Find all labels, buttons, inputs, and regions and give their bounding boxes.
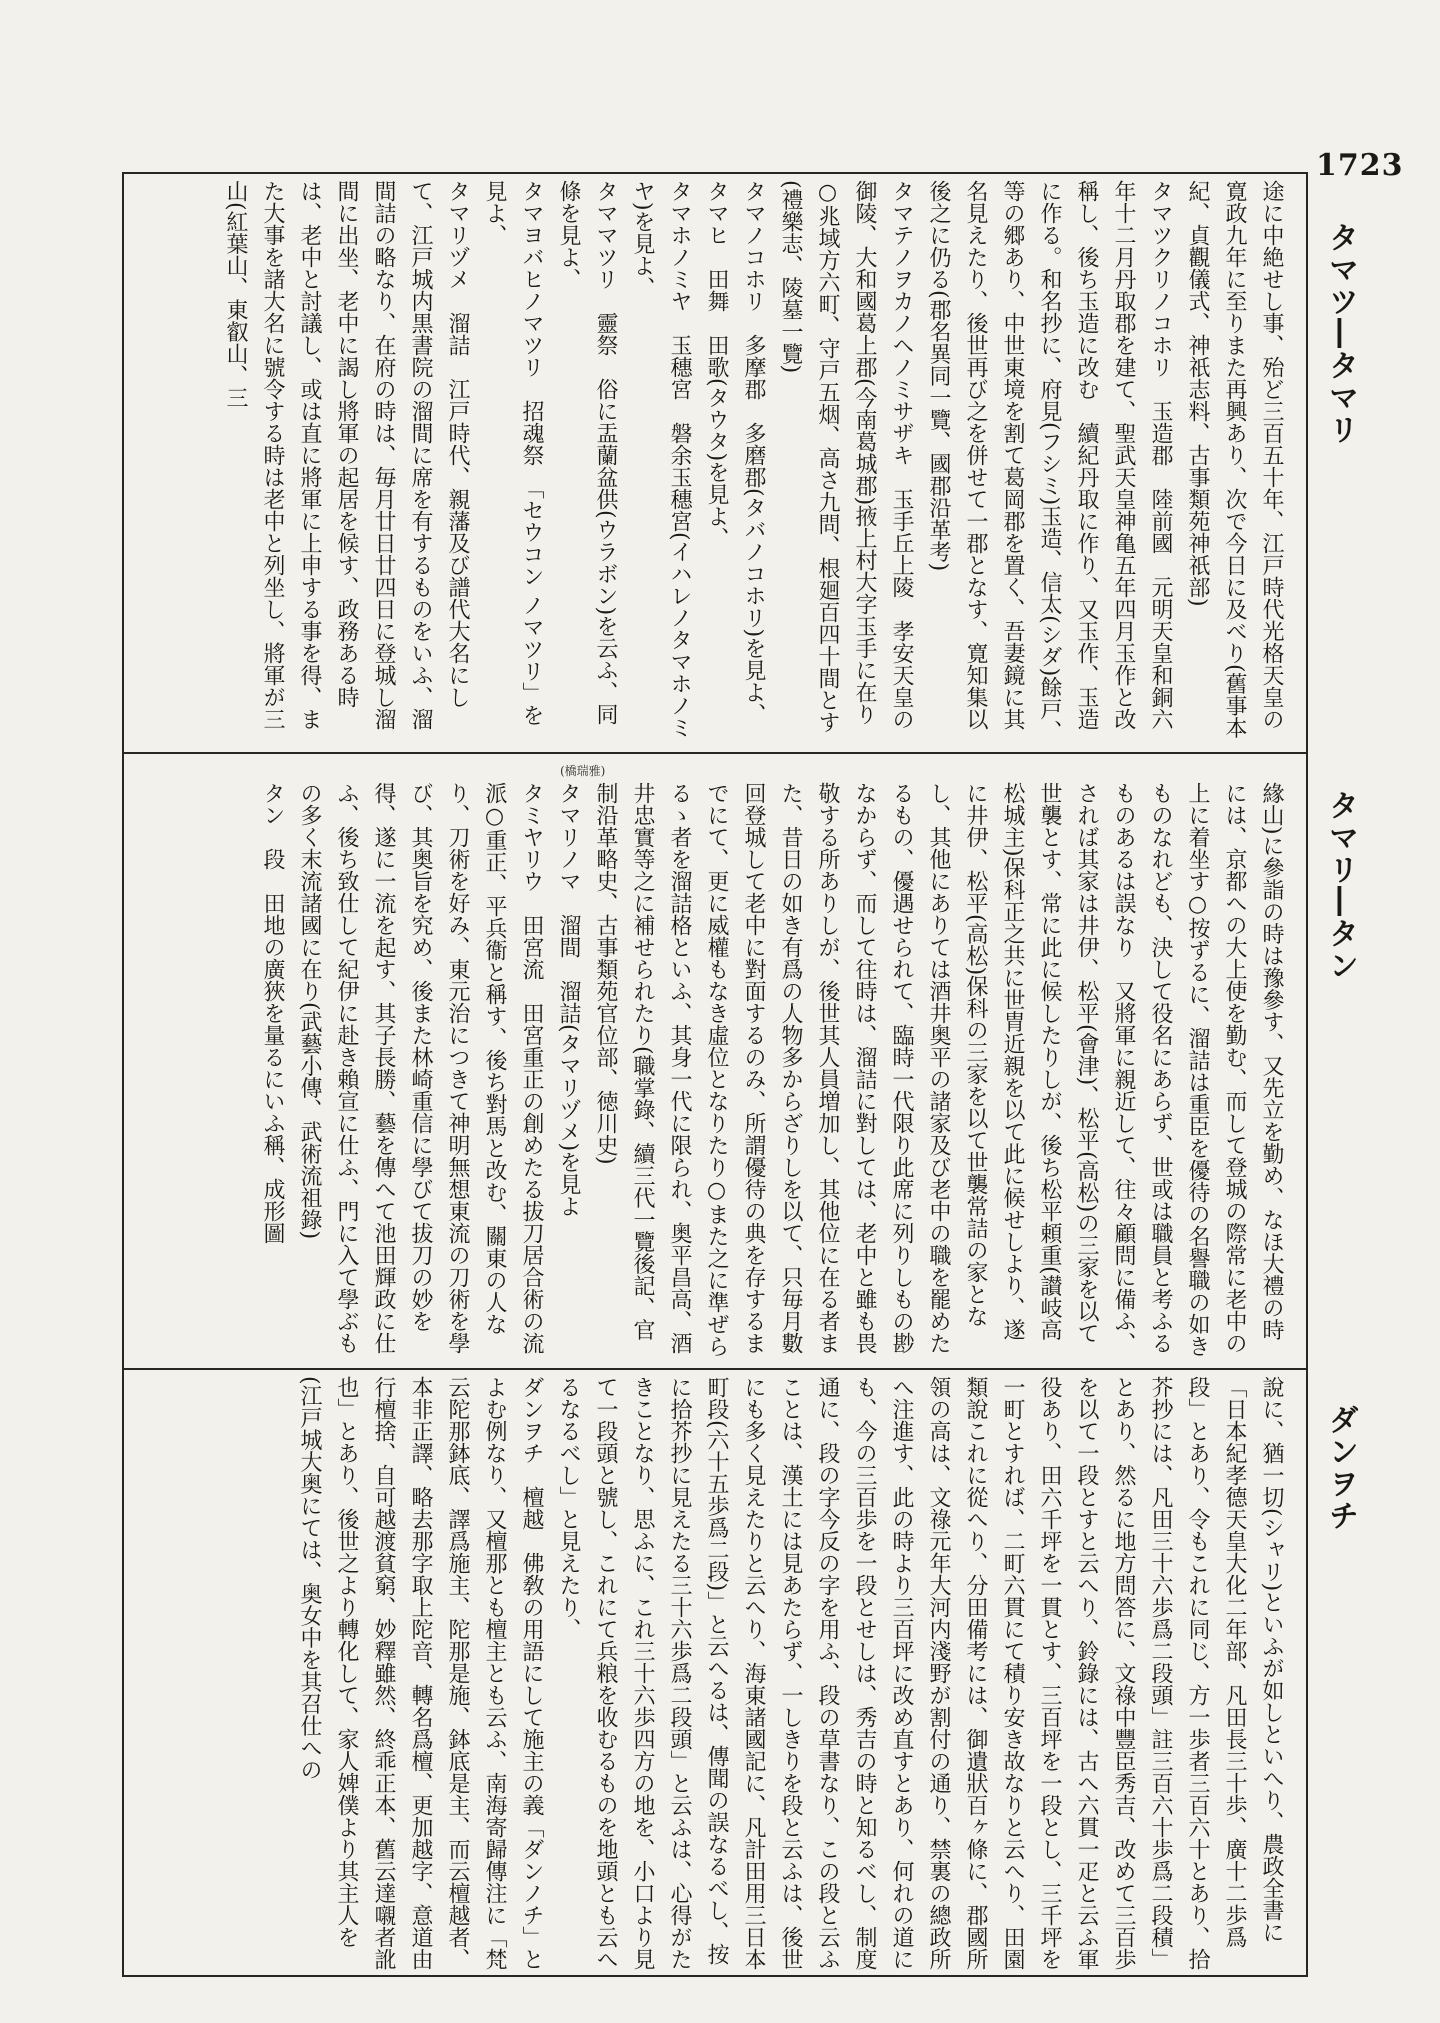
annotation-mark: (橋瑞雅): [560, 764, 606, 778]
entry: 說に、猶一切(シャリ)といふが如しといへり、農政全書に「日本紀孝德天皇大化二年部、凡田長三十歩、廣十二歩爲段」とあり、令もこれに同じ、方一歩者三百六十とあり、拾芥抄には、凡田三十六歩爲二段頭」註三百六十歩爲二段積」とあり、然るに地方問答に、文祿中豐臣秀吉、改めて三百歩を以て一段とすと云へり、鈴錄には、古へ六貫一疋と云ふ軍役あり、田六千坪を一貫とす、三百坪を一段とし、三千坪を一町とすれば、二町六貫にて積り安き故なりと云へり、田園類說これに從へり、分田備考には、御遺狀百ヶ條に、郡國所領の高は、文祿元年大河内淺野が割付の通り、禁裏の總政所へ注進す、此の時より三百坪に改め直すとあり、何れの道にも、今の三百歩を一段とせしは、秀吉の時と知るべし、制度通に、段の字今反の字を用ふ、段の草書なり、この段と云ふことは、漢土には見あたらず、一しきりを段と云ふは、後世にも多く見えたりと云へり、海東諸國記に、凡計田用三日本町段(六十五歩爲二段)」と云へるは、傳聞の誤なるべし、按に拾芥抄に見えたる三十六歩爲二段頭」と云ふは、心得がたきことなり、思ふに、これ三十六歩四方の地を、小口より見て一段頭と號し、これにて兵粮を收むるものを地頭とも云へるなるべし」と見えたり、: [556, 1376, 1284, 1970]
entry: タマリヅメ 溜詰 江戸時代、親藩及び譜代大名にして、江戸城内黒書院の溜間に席を有するものをいふ、溜間詰の略なり、在府の時は、毎月廿日廿四日に登城し溜間に出坐、老中に謁し將軍の起居を候す、政務ある時は、老中と討議し、或は直に將軍に上申する事を得、また大事を諸大名に號令する時は老中と列坐し、將軍が三山(紅葉山、東叡山、三: [223, 180, 470, 730]
running-head-2: タマリ―タン: [1323, 790, 1358, 982]
tier-top: [130, 180, 1290, 746]
entry: タマツクリノコホリ 玉造郡 陸前國 元明天皇和銅六年十二月丹取郡を建て、聖武天皇神亀五年四月玉作と改稱し、後ち玉造に改む 續紀丹取に作り、又玉作、玉造に作る。和名抄に、府見(フシミ)玉造、信太(シダ)餘戸、等の郷あり、中世東境を割て葛岡郡を置く、吾妻鏡に其名見えたり、後世再び之を併せて一郡となす、寛知集以後之に仍る(郡名異同一覽、國郡沿革考): [926, 180, 1173, 743]
running-head-3: ダンヲチ: [1323, 1404, 1358, 1532]
entry: タマホノミヤ 玉穗宮 磐余玉穗宮(イハレノタマホノミヤ)を見よ、: [630, 180, 692, 739]
tier-bottom: [130, 1376, 1290, 1970]
tier-divider-1: [122, 752, 1308, 754]
entry: タミヤリウ 田宮流 田宮重正の創めたる拔刀居合術の流派○重正、平兵衞と稱す、後ち對馬と改む、關東の人なり、刀術を好み、東元治につきて神明無想東流の刀術を學び、其奥旨を究め、後また林崎重信に學びて拔刀の妙を得、遂に一流を起す、其子長勝、藝を傳へて池田輝政に仕ふ、後ち致仕して紀伊に赴き賴宣に仕ふ、門に入て學ぶもの多く末流諸國に在り(武藝小傳、武術流祖錄): [297, 782, 544, 1354]
entry: 途に中絶せし事、殆ど三百五十年、江戸時代光格天皇の寛政九年に至りまた再興あり、次で今日に及べり(舊事本紀、貞觀儀式、神祇志料、古事類苑神祇部): [1185, 180, 1284, 739]
entry: タマノコホリ 多摩郡 多磨郡(タバノコホリ)を見よ、: [741, 180, 766, 726]
entry: タマリノマ 溜間 溜詰(タマリヅメ)を見よ: [556, 782, 581, 1218]
entry: タマヨバヒノマツリ 招魂祭 「セウコン ノマツリ」を見よ、: [482, 180, 544, 726]
running-head-1: タマツ―タマリ: [1323, 222, 1358, 446]
tier-middle: [130, 782, 1290, 1362]
entry: タママツリ 靈祭 俗に盂蘭盆供(ウラボン)を云ふ、同條を見よ、: [556, 180, 618, 726]
entry: タマテノヲカノヘノミサザキ 玉手丘上陵 孝安天皇の御陵、大和國葛上郡(今南葛城郡)掖上村大字玉手に在り○兆域方六町、守戸五烟、高さ九問、根廻百四十間とす(禮樂志、陵墓一覽): [778, 180, 914, 733]
entry: タマヒ 田舞 田歌(タウタ)を見よ、: [704, 180, 729, 550]
entry: タン 段 田地の廣狹を量るにいふ稱、成形圖: [260, 782, 285, 1244]
page-number: 1723: [1316, 148, 1404, 183]
tier-divider-2: [122, 1368, 1308, 1370]
entry: 緣山)に參詣の時は豫參す、又先立を勤め、なほ大禮の時には、京都への大上使を勤む、而して登城の際常に老中の上に着坐す○按ずるに、溜詰は重臣を優待の名譽職の如きものなれども、決して役名にあらず、世或は職員と考ふるものあるは誤なり 又將軍に親近して、往々顧問に備ふ、されば其家は井伊、松平(會津)、松平(高松)の三家を以て世襲とす、常に此に候したりしが、後ち松平頼重(讃岐高松城主)保科正之共に世胄近親を以て此に候せしより、遂に井伊、松平(高松)保科の三家を以て世襲常詰の家となし、其他にありては酒井奥平の諸家及び老中の職を罷めたるもの、優遇せられて、臨時一代限り此席に列りしもの尠なからず、而して往時は、溜詰に對しては、老中と雖も畏敬する所ありしが、後世其人員増加し、其他位に在る者また、昔日の如き有爲の人物多からざりしを以て、只毎月數回登城して老中に對面するのみ、所謂優待の典を存するまでにて、更に威權もなき虛位となりたり○また之に準ぜらるゝ者を溜詰格といふ、其身一代に限られ、奥平昌高、酒井忠實等之に補せられたり(職掌錄、續三代一覽後記、官制沿革略史、古事類苑官位部、徳川史): [593, 782, 1284, 1357]
entry: ダンヲチ 檀越 佛敎の用語にして施主の義「ダンノチ」とよむ例なり、又檀那とも檀主とも云ふ、南海寄歸傳注に「梵云陀那鉢底、譯爲施主、陀那是施、鉢底是主、而云檀越者、本非正譯、略去那字取上陀音、轉名爲檀、更加越字、意道由行檀捨、自可越渡貧窮、妙釋雖然、終乖正本、舊云達嚫者訛也」とあり、後世之より轉化して、家人婢僕より其主人を(江戸城大奥にては、奥女中を其召仕への: [297, 1376, 544, 1970]
